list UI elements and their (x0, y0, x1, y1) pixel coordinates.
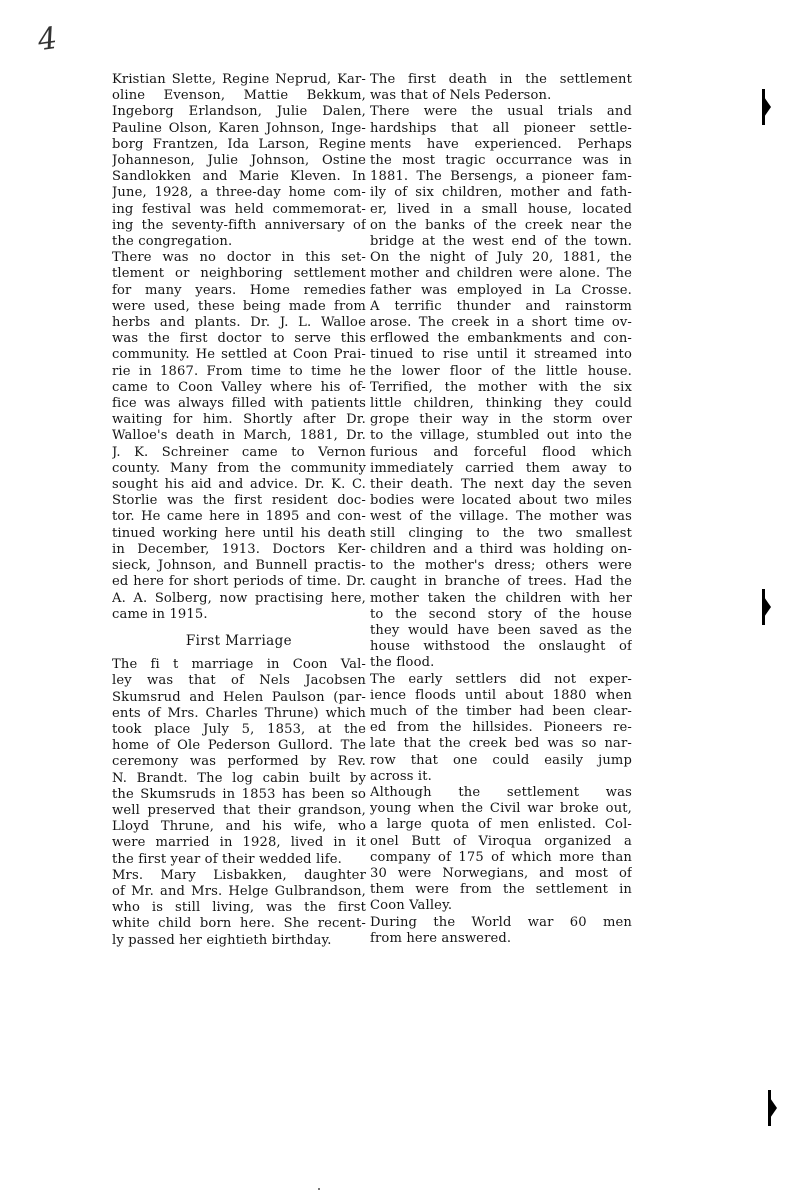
right-column-line: across it. (370, 768, 432, 784)
section-heading-first-marriage: First Marriage (185, 632, 293, 649)
right-column-line: the flood. (370, 655, 435, 671)
right-column-line: mother taken the children with her (370, 590, 632, 606)
left-column-line: rie in 1867. From time to time he (112, 363, 366, 379)
first-marriage-line: white child born here. She recent- (112, 916, 366, 932)
left-column-line: J. K. Schreiner came to Vernon (112, 444, 366, 460)
left-column-line: in December, 1913. Doctors Ker- (112, 541, 366, 557)
left-column-line: Walloe's death in March, 1881, Dr. (112, 428, 366, 444)
right-column-line: Coon Valley. (370, 898, 453, 914)
left-column-line: Pauline Olson, Karen Johnson, Inge- (112, 120, 366, 136)
right-column-line: they would have been saved as the (370, 622, 632, 638)
first-marriage-line: ents of Mrs. Charles Thrune) which (112, 705, 366, 721)
right-column-line: still clinging to the two smallest (370, 525, 632, 541)
left-column-line: came to Coon Valley where his of- (112, 379, 366, 395)
right-column-line: The early settlers did not exper- (370, 671, 632, 687)
left-column-line: Storlie was the first resident doc- (112, 493, 366, 509)
left-column-line: tlement or neighboring settlement (112, 266, 366, 282)
first-marriage-line: who is still living, was the first (112, 900, 366, 916)
left-column-line: Johanneson, Julie Johnson, Ostine (112, 153, 366, 169)
right-column-line: them were from the settlement in (370, 882, 632, 898)
right-column-line: much of the timber had been clear- (370, 703, 632, 719)
left-column-line: borg Frantzen, Ida Larson, Regine (112, 136, 366, 152)
left-column-line: community. He settled at Coon Prai- (112, 347, 366, 363)
first-marriage-line: the first year of their wedded life. (112, 851, 342, 867)
first-marriage-line: Mrs. Mary Lisbakken, daughter (112, 867, 366, 883)
margin-mark-top (762, 94, 771, 120)
left-column-line: county. Many from the community (112, 460, 366, 476)
margin-mark-middle (762, 594, 771, 620)
right-column-line: a large quota of men enlisted. Col- (370, 817, 632, 833)
right-column-line: hardships that all pioneer settle- (370, 120, 632, 136)
right-column-line: young when the Civil war broke out, (370, 801, 632, 817)
right-column-line: Although the settlement was (370, 784, 632, 800)
first-marriage-line: were married in 1928, lived in it (112, 835, 366, 851)
margin-mark-bottom (768, 1095, 777, 1121)
left-column-line: sieck, Johnson, and Bunnell practis- (112, 558, 366, 574)
left-column-line: tinued working here until his death (112, 525, 366, 541)
first-marriage-line: ley was that of Nels Jacobsen (112, 673, 366, 689)
first-marriage-line: Skumsrud and Helen Paulson (par- (112, 689, 366, 705)
first-marriage-line: ly passed her eightieth birthday. (112, 932, 332, 948)
left-column-line: for many years. Home remedies (112, 282, 366, 298)
right-column-line: bodies were located about two miles (370, 493, 632, 509)
left-column-line: was the first doctor to serve this (112, 331, 366, 347)
left-column-line: the congregation. (112, 234, 233, 250)
left-column-line: Ingeborg Erlandson, Julie Dalen, (112, 104, 366, 120)
right-column-line: caught in branche of trees. Had the (370, 574, 632, 590)
left-column-line: Kristian Slette, Regine Neprud, Kar- (112, 72, 366, 87)
right-column-line: to the village, stumbled out into the (370, 428, 632, 444)
scan-speck (318, 1188, 320, 1190)
first-marriage-line: the Skumsruds in 1853 has been so (112, 786, 366, 802)
right-column-line: on the banks of the creek near the (370, 217, 632, 233)
right-column-line: 30 were Norwegians, and most of (370, 865, 632, 881)
right-column (370, 72, 632, 947)
left-column-line: oline Evenson, Mattie Bekkum, (112, 88, 366, 104)
right-column-line: late that the creek bed was so nar- (370, 736, 632, 752)
right-column-line: ments have experienced. Perhaps (370, 136, 632, 152)
first-marriage-line: home of Ole Pederson Gullord. The (112, 738, 366, 754)
right-column-line: bridge at the west end of the town. (370, 234, 632, 250)
right-column-line: to the mother's dress; others were (370, 558, 632, 574)
right-column-line: little children, thinking they could (370, 396, 632, 412)
left-column-line: ing the seventy-fifth anniversary of (112, 217, 366, 233)
left-column (112, 72, 366, 949)
right-column-line: erflowed the embankments and con- (370, 331, 632, 347)
right-column-line: tinued to rise until it streamed into (370, 347, 632, 363)
right-column-line: On the night of July 20, 1881, the (370, 250, 632, 266)
left-column-line: came in 1915. (112, 606, 208, 622)
right-column-line: The first death in the settlement (370, 72, 632, 87)
right-column-line: row that one could easily jump (370, 752, 632, 768)
left-column-line: Sandlokken and Marie Kleven. In (112, 169, 366, 185)
right-column-line: father was employed in La Crosse. (370, 282, 632, 298)
first-marriage-line: Lloyd Thrune, and his wife, who (112, 819, 366, 835)
right-column-line: was that of Nels Pederson. (370, 88, 552, 104)
right-column-line: 1881. The Bersengs, a pioneer fam- (370, 169, 632, 185)
left-column-line: sought his aid and advice. Dr. K. C. (112, 477, 366, 493)
page-number: 4 (35, 20, 60, 59)
right-column-line: arose. The creek in a short time ov- (370, 315, 632, 331)
right-column-line: ed from the hillsides. Pioneers re- (370, 720, 632, 736)
right-column-line: er, lived in a small house, located (370, 201, 632, 217)
right-column-line: ily of six children, mother and fath- (370, 185, 632, 201)
right-column-line: the lower floor of the little house. (370, 363, 632, 379)
right-column-line: A terrific thunder and rainstorm (370, 298, 632, 314)
first-marriage-line: took place July 5, 1853, at the (112, 721, 366, 737)
left-column-line: tor. He came here in 1895 and con- (112, 509, 366, 525)
right-column-line: ience floods until about 1880 when (370, 687, 632, 703)
left-column-line: were used, these being made from (112, 298, 366, 314)
left-column-line: ed here for short periods of time. Dr. (112, 574, 366, 590)
right-column-line: onel Butt of Viroqua organized a (370, 833, 632, 849)
right-column-line: the most tragic occurrance was in (370, 153, 632, 169)
first-marriage-line: ceremony was performed by Rev. (112, 754, 366, 770)
right-column-line: During the World war 60 men (370, 914, 632, 930)
right-column-line: mother and children were alone. The (370, 266, 632, 282)
left-column-line: June, 1928, a three-day home com- (112, 185, 366, 201)
right-column-line: immediately carried them away to (370, 460, 632, 476)
first-marriage-line: of Mr. and Mrs. Helge Gulbrandson, (112, 883, 366, 899)
left-column-line: herbs and plants. Dr. J. L. Walloe (112, 315, 366, 331)
right-column-line: children and a third was holding on- (370, 541, 632, 557)
right-column-line: their death. The next day the seven (370, 477, 632, 493)
right-column-line: house withstood the onslaught of (370, 639, 632, 655)
right-column-line: There were the usual trials and (370, 104, 632, 120)
right-column-line: to the second story of the house (370, 606, 632, 622)
left-column-line: waiting for him. Shortly after Dr. (112, 412, 366, 428)
right-column-line: grope their way in the storm over (370, 412, 632, 428)
right-column-line: furious and forceful flood which (370, 444, 632, 460)
first-marriage-line: The fi t marriage in Coon Val- (112, 657, 366, 673)
left-column-line: There was no doctor in this set- (112, 250, 366, 266)
first-marriage-line: well preserved that their grandson, (112, 802, 366, 818)
right-column-line: west of the village. The mother was (370, 509, 632, 525)
right-column-line: Terrified, the mother with the six (370, 379, 632, 395)
right-column-line: from here answered. (370, 930, 512, 946)
left-column-line: fice was always filled with patients (112, 396, 366, 412)
first-marriage-line: N. Brandt. The log cabin built by (112, 770, 366, 786)
right-column-line: company of 175 of which more than (370, 849, 632, 865)
left-column-line: ing festival was held commemorat- (112, 201, 366, 217)
left-column-line: A. A. Solberg, now practising here, (112, 590, 366, 606)
